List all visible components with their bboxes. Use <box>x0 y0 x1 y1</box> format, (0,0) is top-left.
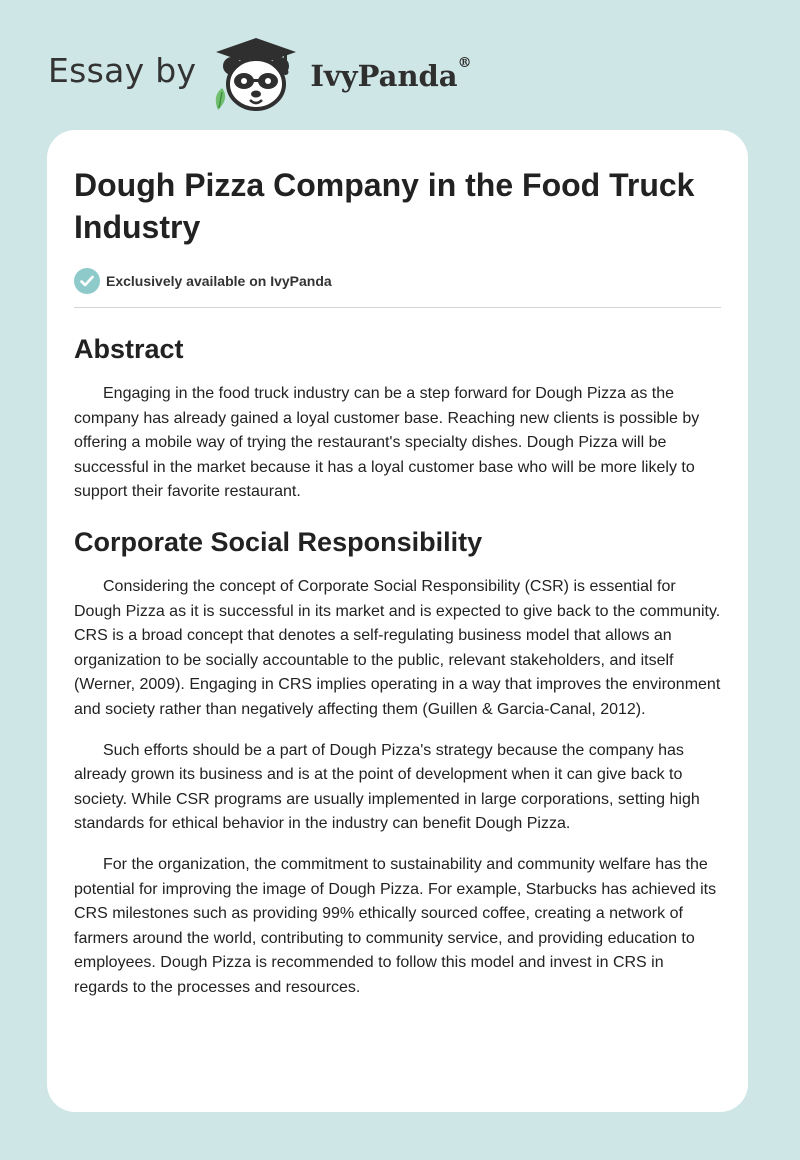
section-heading-csr: Corporate Social Responsibility <box>74 526 483 557</box>
essay-card <box>47 130 748 1112</box>
csr-paragraph-3: For the organization, the commitment to sustainability and community welfare has the potential for improving the image of Dough Pizza. For example, Starbucks has achieved its CRS milestones such as providing 99% ethically sourced coffee, creating a network of farmers around the world, contributing to community service, and providing education to employees. Dough Pizza is recommended to follow this model and invest in CRS in regards to the processes and resources. <box>74 855 717 996</box>
page-title: Dough Pizza Company in the Food Truck Industry <box>74 167 695 245</box>
csr-paragraph-2: Such efforts should be a part of Dough Pizza's strategy because the company has already grown its business and is at the point of development when it can give back to society. While CSR programs are usually implemented in large corporations, setting high standards for ethical behavior in the industry can benefit Dough Pizza. <box>74 741 700 833</box>
brand-header[interactable] <box>48 34 472 114</box>
check-icon <box>74 268 100 294</box>
abstract-paragraph: Engaging in the food truck industry can be a step forward for Dough Pizza as the company has already gained a loyal customer base. Reaching new clients is possible by offering a mobile way of trying the restaurant's specialty dishes. Dough Pizza will be successful in the market because it has a loyal customer base who will be more likely to support their favorite restaurant. <box>74 385 700 501</box>
registered-mark: ® <box>457 55 472 71</box>
section-heading-abstract: Abstract <box>74 334 184 364</box>
csr-paragraph-1: Considering the concept of Corporate Social Responsibility (CSR) is essential for Dough Pizza as it is successful in its market and is expected to give back to the community. CRS is a broad concept that denotes a self-regulating business model that allows an organization to be socially accountable to the public, relevant stakeholders, and itself (Werner, 2009). Engaging in CRS implies operating in a way that improves the environment and society rather than negatively affecting them (Guillen & Garcia-Canal, 2012). <box>74 577 721 718</box>
brand-name <box>310 55 472 93</box>
brand-prefix: Essay by <box>48 50 197 90</box>
brand-name-text: IvyPanda <box>310 59 458 93</box>
title-divider <box>74 307 721 308</box>
panda-logo-icon <box>210 36 302 112</box>
exclusive-label: Exclusively available on IvyPanda <box>106 273 332 289</box>
exclusive-badge <box>74 268 721 294</box>
